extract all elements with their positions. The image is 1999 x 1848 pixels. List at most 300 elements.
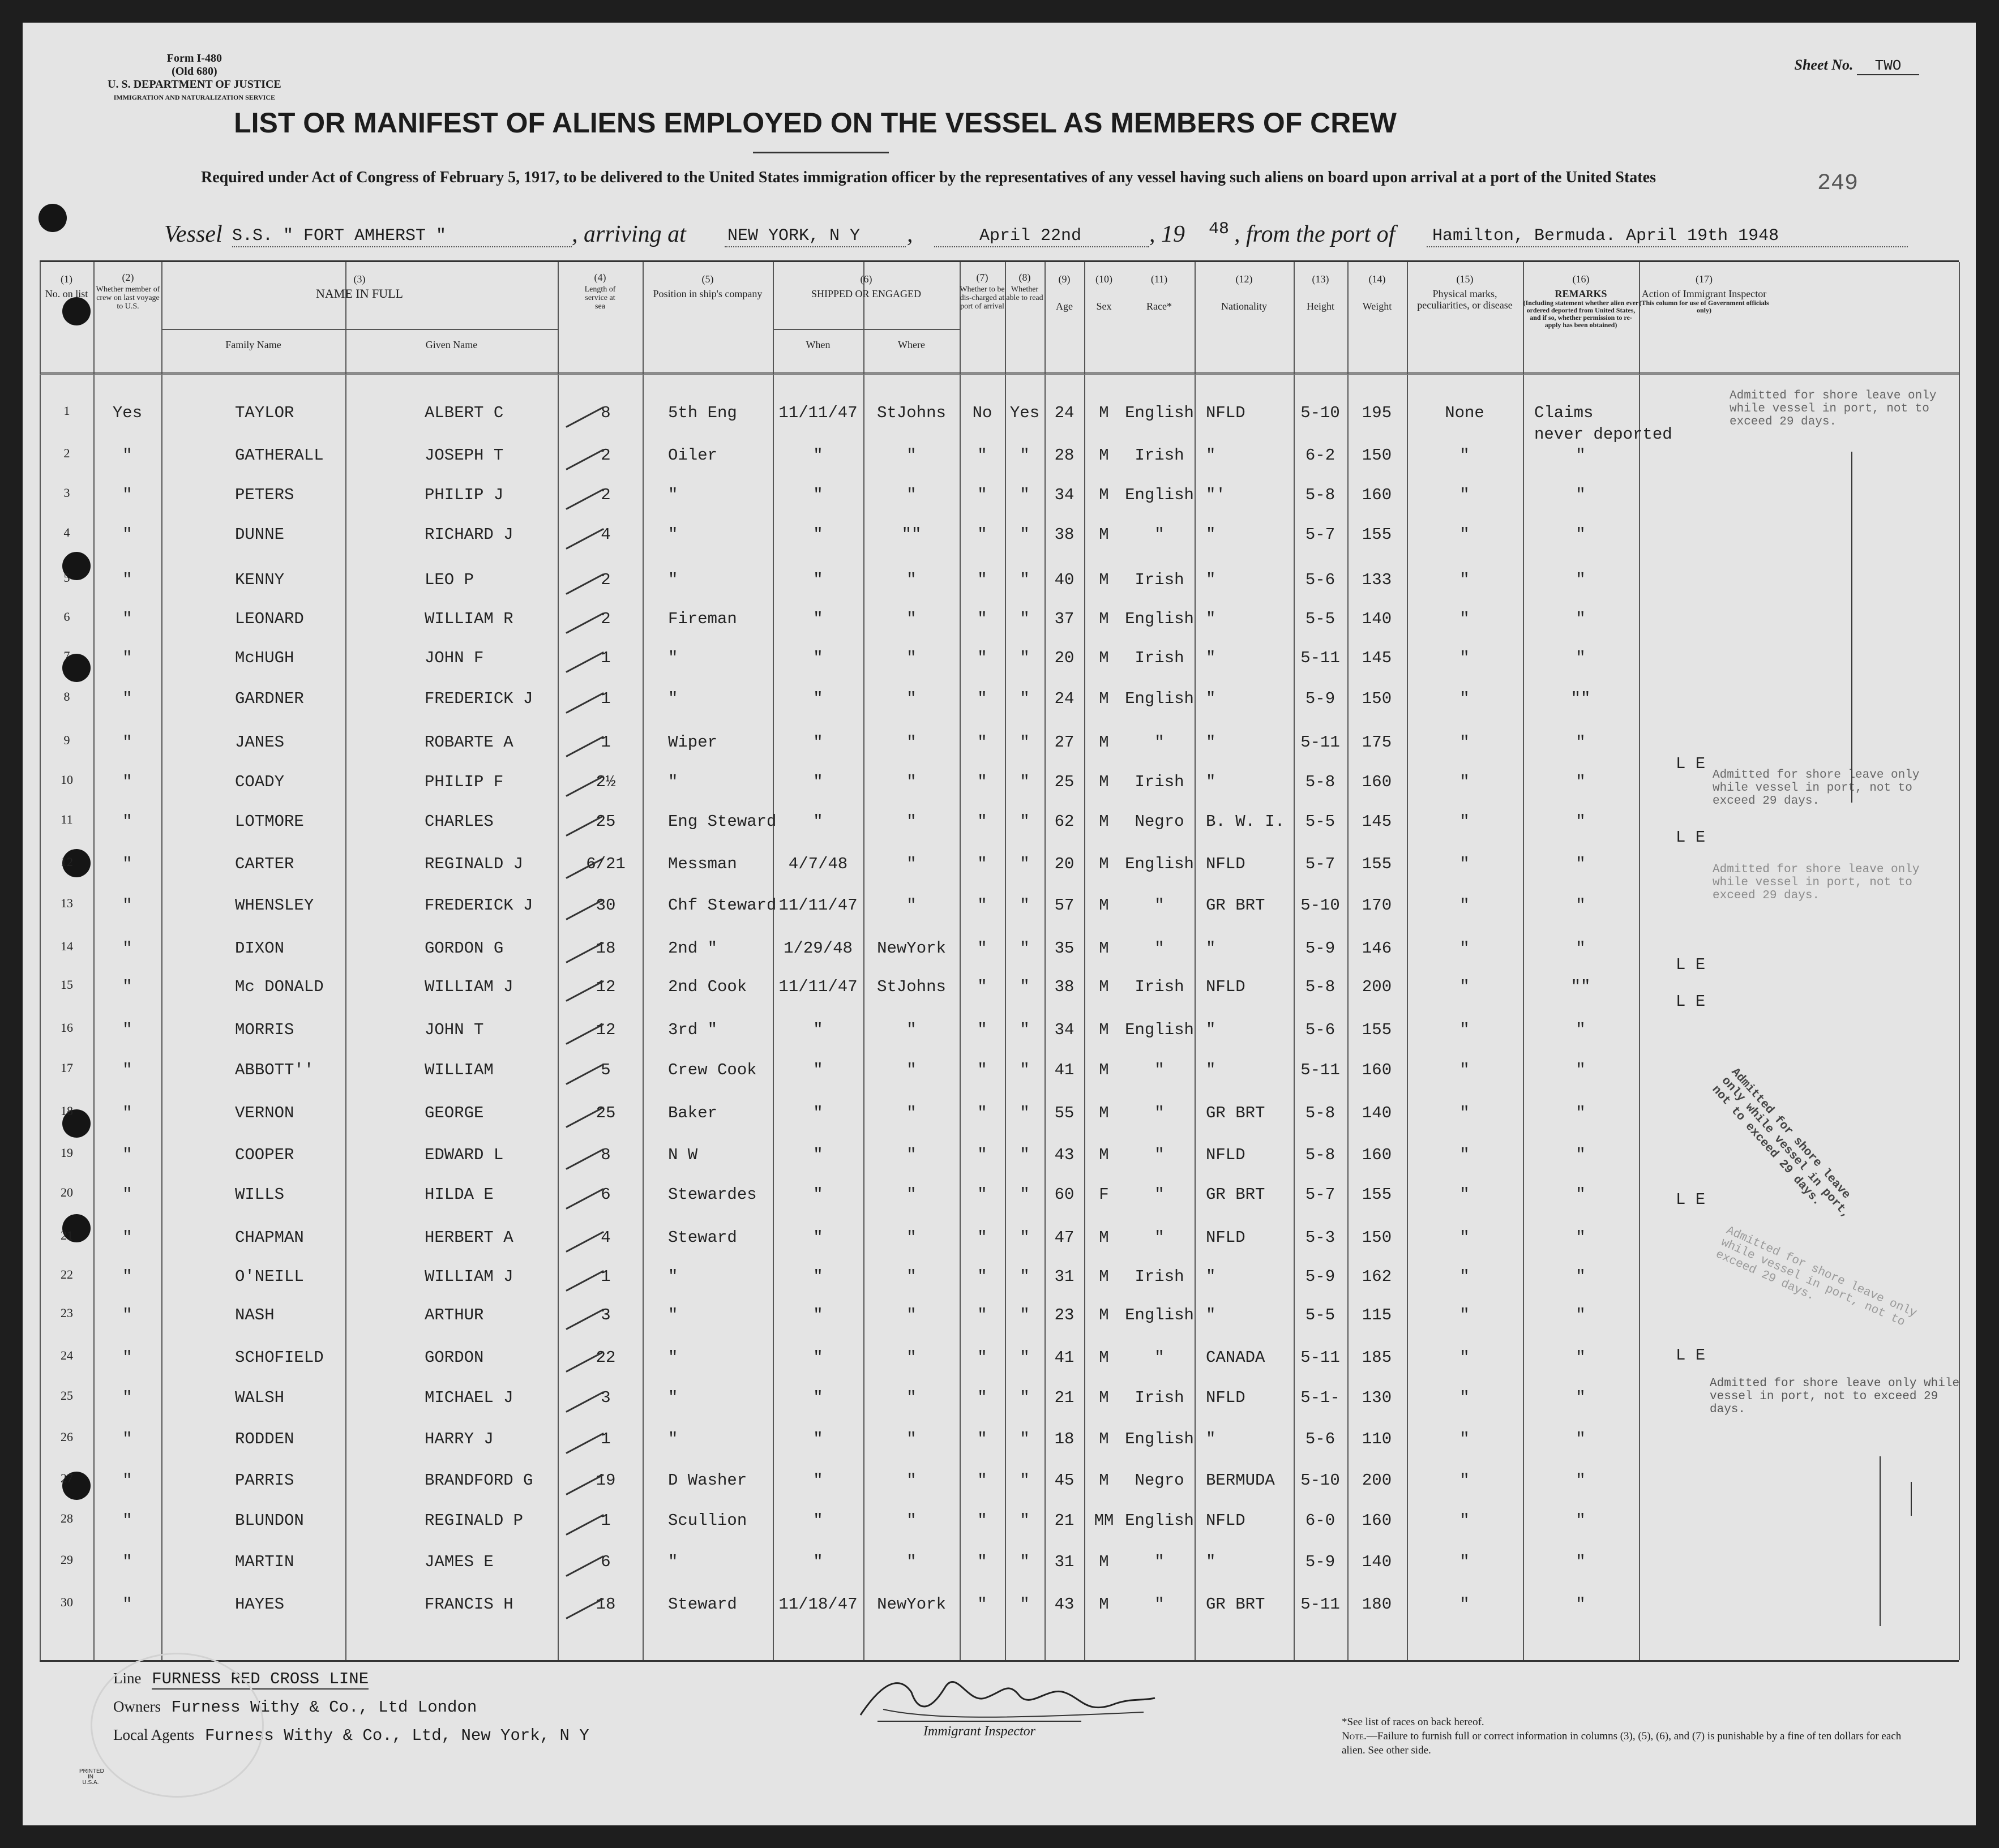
binder-hole [38, 204, 67, 232]
remarks-cell: " [1576, 1021, 1586, 1039]
family-name-cell: Mc DONALD [235, 977, 324, 996]
age-cell: 25 [1054, 773, 1075, 791]
position-cell: Chf Steward [668, 896, 777, 915]
last-voyage-cell: " [122, 649, 132, 667]
header-rule [40, 374, 1959, 375]
shipped-when-cell: 1/29/48 [784, 939, 853, 958]
height-cell: 6-2 [1305, 446, 1335, 465]
weight-cell: 140 [1362, 1553, 1392, 1571]
shipped-when-cell: 11/11/47 [778, 404, 858, 422]
shipped-where-cell: " [906, 1267, 917, 1286]
weight-cell: 175 [1362, 733, 1392, 752]
header-able-to-read: (8) Whether able to read [1006, 272, 1043, 302]
service-length-cell: 2 [601, 610, 611, 628]
discharged-cell: " [977, 773, 987, 791]
physical-marks-cell: " [1459, 486, 1470, 504]
shipped-when-cell: " [813, 1306, 823, 1324]
nationality-cell: " [1206, 689, 1216, 708]
race-cell: English [1125, 610, 1194, 628]
row-number: 19 [61, 1146, 73, 1160]
able-to-read-cell: " [1020, 1471, 1030, 1490]
sex-cell: F [1099, 1185, 1109, 1204]
row-number: 16 [61, 1021, 73, 1035]
shipped-where-cell: " [906, 1061, 917, 1079]
printed-in-usa: PRINTED IN U.S.A. [79, 1768, 104, 1786]
position-cell: 2nd " [668, 939, 718, 958]
header-inspector-action: (17) Action of Immigrant Inspector (This column for use of Government officials only) [1639, 273, 1769, 314]
shipped-when-cell: " [813, 649, 823, 667]
remarks-cell: " [1576, 1228, 1586, 1247]
given-name-cell: MICHAEL J [425, 1388, 513, 1407]
tally-slash [566, 692, 604, 714]
able-to-read-cell: " [1020, 1021, 1030, 1039]
table-row [40, 1471, 1959, 1510]
shipped-where-cell: " [906, 773, 917, 791]
discharged-cell: " [977, 1228, 987, 1247]
family-name-cell: LOTMORE [235, 812, 304, 831]
weight-cell: 160 [1362, 773, 1392, 791]
race-cell: English [1125, 1430, 1194, 1448]
able-to-read-cell: " [1020, 977, 1030, 996]
physical-marks-cell: " [1459, 1553, 1470, 1571]
physical-marks-cell: " [1459, 1146, 1470, 1164]
physical-marks-cell: " [1459, 1061, 1470, 1079]
given-name-cell: GEORGE [425, 1104, 484, 1122]
physical-marks-cell: " [1459, 1348, 1470, 1367]
row-number: 3 [63, 486, 70, 500]
ditto-stroke [1851, 452, 1852, 803]
age-cell: 62 [1054, 812, 1075, 831]
race-cell: " [1154, 1104, 1165, 1122]
weight-cell: 155 [1362, 1021, 1392, 1039]
sex-cell: M [1099, 404, 1109, 422]
arrival-port: NEW YORK, N Y [727, 226, 861, 246]
remarks-cell: " [1576, 1061, 1586, 1079]
shipped-where-cell: NewYork [877, 1595, 946, 1614]
vessel-line [164, 221, 1919, 249]
row-number: 23 [61, 1306, 73, 1320]
table-row [40, 1430, 1959, 1468]
shipped-when-cell: " [813, 773, 823, 791]
able-to-read-cell: " [1020, 649, 1030, 667]
tally-slash [566, 488, 604, 510]
height-cell: 5-10 [1300, 1471, 1340, 1490]
weight-cell: 140 [1362, 1104, 1392, 1122]
row-number: 4 [63, 525, 70, 539]
family-name-cell: CHAPMAN [235, 1228, 304, 1247]
table-row [40, 571, 1959, 609]
tally-slash [566, 449, 604, 470]
physical-marks-cell: " [1459, 525, 1470, 544]
height-cell: 5-5 [1305, 1306, 1335, 1324]
nationality-cell: BERMUDA [1206, 1471, 1275, 1490]
shipped-when-cell: " [813, 571, 823, 589]
service-length-cell: 1 [601, 1267, 611, 1286]
shipped-where-cell: " [906, 1306, 917, 1324]
table-row [40, 1104, 1959, 1142]
shipped-when-cell: " [813, 1267, 823, 1286]
age-cell: 57 [1054, 896, 1075, 915]
header-service: (4) Length of service at sea [584, 272, 616, 311]
remarks-cell: " [1576, 649, 1586, 667]
age-cell: 31 [1054, 1553, 1075, 1571]
able-to-read-cell: " [1020, 1306, 1030, 1324]
given-name-cell: WILLIAM J [425, 1267, 513, 1286]
given-name-cell: ROBARTE A [425, 733, 513, 752]
nationality-cell: " [1206, 446, 1216, 465]
family-name-cell: MARTIN [235, 1553, 294, 1571]
crew-manifest-table [40, 260, 1959, 1662]
nationality-cell: NFLD [1206, 1511, 1245, 1530]
family-name-cell: DIXON [235, 939, 285, 958]
nationality-cell: GR BRT [1206, 1595, 1265, 1614]
from-label: , from the port of [1234, 221, 1396, 247]
race-cell: " [1154, 1061, 1165, 1079]
remarks-cell: " [1576, 525, 1586, 544]
age-cell: 34 [1054, 1021, 1075, 1039]
row-number: 27 [61, 1471, 73, 1485]
height-cell: 5-11 [1300, 1595, 1340, 1614]
discharged-cell: No [972, 404, 992, 422]
last-voyage-cell: " [122, 939, 132, 958]
shipped-when-cell: " [813, 1104, 823, 1122]
penalty-note [1342, 1729, 1908, 1757]
age-cell: 27 [1054, 733, 1075, 752]
physical-marks-cell: " [1459, 1471, 1470, 1490]
shipped-where-cell: " [906, 1430, 917, 1448]
last-voyage-cell: " [122, 1267, 132, 1286]
service-length-cell: 1 [601, 733, 611, 752]
discharged-cell: " [977, 1348, 987, 1367]
position-cell: D Washer [668, 1471, 747, 1490]
family-name-cell: PARRIS [235, 1471, 294, 1490]
race-cell: " [1154, 896, 1165, 915]
table-row [40, 446, 1959, 484]
shipped-where-cell: " [906, 1388, 917, 1407]
family-name-cell: HAYES [235, 1595, 285, 1614]
table-row [40, 896, 1959, 934]
shipped-where-cell: " [906, 1146, 917, 1164]
race-cell: " [1154, 1595, 1165, 1614]
able-to-read-cell: " [1020, 939, 1030, 958]
shipped-where-cell: NewYork [877, 939, 946, 958]
last-voyage-cell: " [122, 1511, 132, 1530]
ditto-stroke [1880, 1456, 1881, 1626]
family-name-cell: JANES [235, 733, 285, 752]
table-row [40, 649, 1959, 687]
nationality-cell: " [1206, 610, 1216, 628]
last-voyage-cell: " [122, 1471, 132, 1490]
service-length-cell: 2 [601, 571, 611, 589]
header-race: (11) Race* [1146, 273, 1172, 312]
inspector-le-mark: L E [1676, 1346, 1706, 1365]
row-number: 1 [63, 404, 70, 418]
nationality-cell: GR BRT [1206, 1104, 1265, 1122]
shipped-when-cell: " [813, 1021, 823, 1039]
discharged-cell: " [977, 1306, 987, 1324]
able-to-read-cell: " [1020, 1146, 1030, 1164]
last-voyage-cell: " [122, 1430, 132, 1448]
discharged-cell: " [977, 610, 987, 628]
header-position: (5) Position in ship's company [653, 273, 763, 299]
nationality-cell: " [1206, 571, 1216, 589]
table-row [40, 939, 1959, 977]
family-name-cell: PETERS [235, 486, 294, 504]
table-row [40, 1553, 1959, 1591]
given-name-cell: WILLIAM J [425, 977, 513, 996]
age-cell: 43 [1054, 1146, 1075, 1164]
family-name-cell: WILLS [235, 1185, 285, 1204]
sex-cell: M [1099, 1021, 1109, 1039]
age-cell: 34 [1054, 486, 1075, 504]
race-cell: Irish [1135, 649, 1184, 667]
tally-slash [566, 1555, 604, 1577]
last-voyage-cell: " [122, 571, 132, 589]
nationality-cell: NFLD [1206, 404, 1245, 422]
race-cell: Irish [1135, 977, 1184, 996]
inspector-le-mark: L E [1676, 754, 1706, 773]
height-cell: 5-9 [1305, 939, 1335, 958]
able-to-read-cell: " [1020, 446, 1030, 465]
service-length-cell: 12 [596, 1021, 616, 1039]
tally-slash [566, 612, 604, 634]
remarks-cell: " [1576, 1146, 1586, 1164]
able-to-read-cell: " [1020, 525, 1030, 544]
weight-cell: 160 [1362, 1511, 1392, 1530]
position-cell: " [668, 689, 678, 708]
age-cell: 41 [1054, 1061, 1075, 1079]
header-rule [40, 372, 1959, 374]
height-cell: 5-11 [1300, 733, 1340, 752]
physical-marks-cell: " [1459, 939, 1470, 958]
able-to-read-cell: " [1020, 1595, 1030, 1614]
sex-cell: M [1099, 733, 1109, 752]
table-row [40, 610, 1959, 648]
given-name-cell: HERBERT A [425, 1228, 513, 1247]
discharged-cell: " [977, 1595, 987, 1614]
last-voyage-cell: " [122, 1348, 132, 1367]
service-length-cell: 1 [601, 1430, 611, 1448]
row-number: 10 [61, 773, 73, 787]
age-cell: 24 [1054, 404, 1075, 422]
family-name-cell: ABBOTT'' [235, 1061, 314, 1079]
table-row [40, 1267, 1959, 1306]
header-age: (9) Age [1056, 273, 1073, 312]
height-cell: 5-11 [1300, 1061, 1340, 1079]
discharged-cell: " [977, 733, 987, 752]
owners-label: Owners [113, 1698, 161, 1715]
physical-marks-cell: " [1459, 1306, 1470, 1324]
form-service: IMMIGRATION AND NATURALIZATION SERVICE [113, 93, 276, 101]
discharged-cell: " [977, 1146, 987, 1164]
nationality-cell: NFLD [1206, 1388, 1245, 1407]
remarks-cell: " [1576, 733, 1586, 752]
height-cell: 5-3 [1305, 1228, 1335, 1247]
age-cell: 20 [1054, 649, 1075, 667]
header-height: (13) Height [1307, 273, 1334, 312]
race-cell: English [1125, 404, 1194, 422]
discharged-cell: " [977, 1061, 987, 1079]
race-cell: English [1125, 855, 1194, 873]
row-number: 5 [63, 571, 70, 585]
header-sex: (10) Sex [1095, 273, 1112, 312]
discharged-cell: " [977, 486, 987, 504]
page-title: LIST OR MANIFEST OF ALIENS EMPLOYED ON THE VESSEL AS MEMBERS OF CREW [234, 107, 1397, 139]
height-cell: 5-6 [1305, 571, 1335, 589]
family-name-cell: KENNY [235, 571, 285, 589]
header-shipped-where: Where [898, 339, 925, 350]
height-cell: 6-0 [1305, 1511, 1335, 1530]
sex-cell: M [1099, 486, 1109, 504]
header-name: (3) NAME IN FULL [316, 273, 403, 301]
height-cell: 5-11 [1300, 649, 1340, 667]
line-label: Line [113, 1670, 142, 1687]
family-name-cell: GARDNER [235, 689, 304, 708]
given-name-cell: JOSEPH T [425, 446, 504, 465]
header-remarks: (16) REMARKS (Including statement whether alien ever ordered deported from United States, and if so, whether permission to re-apply has been obtained) [1523, 273, 1639, 329]
height-cell: 5-8 [1305, 1146, 1335, 1164]
sex-cell: M [1099, 525, 1109, 544]
sex-cell: M [1099, 1061, 1109, 1079]
height-cell: 5-8 [1305, 977, 1335, 996]
shipped-where-cell: " [906, 1228, 917, 1247]
header-last-voyage: (2) Whether member of crew on last voyage to U.S. [96, 272, 160, 311]
shore-leave-note: Admitted for shore leave only while vessel in port, not to exceed 29 days. [1713, 769, 1920, 808]
remarks-cell: " [1576, 812, 1586, 831]
shipped-when-cell: " [813, 446, 823, 465]
shipped-when-cell: " [813, 1146, 823, 1164]
header-physical-marks: (15) Physical marks, peculiarities, or disease [1417, 273, 1513, 311]
given-name-cell: REGINALD J [425, 855, 524, 873]
shipped-where-cell: StJohns [877, 977, 946, 996]
given-name-cell: ALBERT C [425, 404, 504, 422]
remarks-continuation [40, 425, 1959, 445]
family-name-cell: MORRIS [235, 1021, 294, 1039]
race-cell: Irish [1135, 773, 1184, 791]
last-voyage-cell: " [122, 689, 132, 708]
ditto-stroke [1911, 1482, 1912, 1516]
race-cell: Irish [1135, 1267, 1184, 1286]
service-length-cell: 6/21 [586, 855, 626, 873]
header-weight: (14) Weight [1362, 273, 1392, 312]
race-cell: " [1154, 1146, 1165, 1164]
service-length-cell: 25 [596, 812, 616, 831]
height-cell: 5-6 [1305, 1430, 1335, 1448]
height-cell: 5-10 [1300, 404, 1340, 422]
given-name-cell: FRANCIS H [425, 1595, 513, 1614]
able-to-read-cell: " [1020, 812, 1030, 831]
able-to-read-cell: " [1020, 855, 1030, 873]
sex-cell: M [1099, 1471, 1109, 1490]
inspector-le-mark: L E [1676, 828, 1706, 847]
given-name-cell: BRANDFORD G [425, 1471, 533, 1490]
position-cell: " [668, 571, 678, 589]
family-name-cell: BLUNDON [235, 1511, 304, 1530]
weight-cell: 150 [1362, 446, 1392, 465]
last-voyage-cell: " [122, 1228, 132, 1247]
weight-cell: 160 [1362, 1146, 1392, 1164]
comma-sep: , [907, 221, 913, 247]
discharged-cell: " [977, 571, 987, 589]
given-name-cell: FREDERICK J [425, 896, 533, 915]
race-cell: English [1125, 486, 1194, 504]
height-cell: 5-9 [1305, 689, 1335, 708]
height-cell: 5-11 [1300, 1348, 1340, 1367]
height-cell: 5-7 [1305, 855, 1335, 873]
tally-slash [566, 528, 604, 550]
discharged-cell: " [977, 446, 987, 465]
table-row [40, 855, 1959, 893]
remarks-cell: " [1576, 1104, 1586, 1122]
last-voyage-cell: " [122, 896, 132, 915]
weight-cell: 160 [1362, 486, 1392, 504]
able-to-read-cell: " [1020, 1185, 1030, 1204]
discharged-cell: " [977, 896, 987, 915]
tally-slash [566, 573, 604, 595]
discharged-cell: " [977, 1388, 987, 1407]
position-cell: " [668, 1306, 678, 1324]
service-length-cell: 4 [601, 525, 611, 544]
height-cell: 5-8 [1305, 486, 1335, 504]
discharged-cell: " [977, 1104, 987, 1122]
service-length-cell: 3 [601, 1388, 611, 1407]
race-cell: English [1125, 689, 1194, 708]
shipped-where-cell: " [906, 610, 917, 628]
nationality-cell: " [1206, 1061, 1216, 1079]
physical-marks-cell: None [1445, 404, 1484, 422]
header-shipped: (6) SHIPPED OR ENGAGED [811, 273, 921, 299]
shipped-when-cell: " [813, 1553, 823, 1571]
given-name-cell: WILLIAM R [425, 610, 513, 628]
age-cell: 18 [1054, 1430, 1075, 1448]
race-cell: English [1125, 1511, 1194, 1530]
able-to-read-cell: " [1020, 486, 1030, 504]
height-cell: 5-8 [1305, 773, 1335, 791]
age-cell: 28 [1054, 446, 1075, 465]
sex-cell: MM [1094, 1511, 1114, 1530]
agents-label: Local Agents [113, 1726, 195, 1743]
weight-cell: 155 [1362, 525, 1392, 544]
age-cell: 31 [1054, 1267, 1075, 1286]
age-cell: 40 [1054, 571, 1075, 589]
shore-leave-note: Admitted for shore leave only while vessel in port, not to exceed 29 days. [1709, 1066, 1853, 1221]
remarks-cell: " [1576, 773, 1586, 791]
footer-notes [1342, 1715, 1908, 1757]
shipped-when-cell: " [813, 1388, 823, 1407]
header-no: (1) No. on list [45, 273, 88, 299]
discharged-cell: " [977, 649, 987, 667]
discharged-cell: " [977, 1185, 987, 1204]
remarks-cell: "" [1570, 689, 1591, 708]
tally-slash [566, 1514, 604, 1536]
row-number: 13 [61, 896, 73, 910]
age-cell: 37 [1054, 610, 1075, 628]
able-to-read-cell: " [1020, 1267, 1030, 1286]
able-to-read-cell: " [1020, 1104, 1030, 1122]
shipped-when-cell: " [813, 689, 823, 708]
shipped-where-cell: StJohns [877, 404, 946, 422]
weight-cell: 110 [1362, 1430, 1392, 1448]
race-cell: " [1154, 1553, 1165, 1571]
position-cell: 3rd " [668, 1021, 718, 1039]
sex-cell: M [1099, 1595, 1109, 1614]
age-cell: 60 [1054, 1185, 1075, 1204]
form-department: U. S. DEPARTMENT OF JUSTICE [108, 78, 281, 91]
position-cell: Oiler [668, 446, 718, 465]
position-cell: Messman [668, 855, 737, 873]
able-to-read-cell: " [1020, 896, 1030, 915]
nationality-cell: NFLD [1206, 1146, 1245, 1164]
